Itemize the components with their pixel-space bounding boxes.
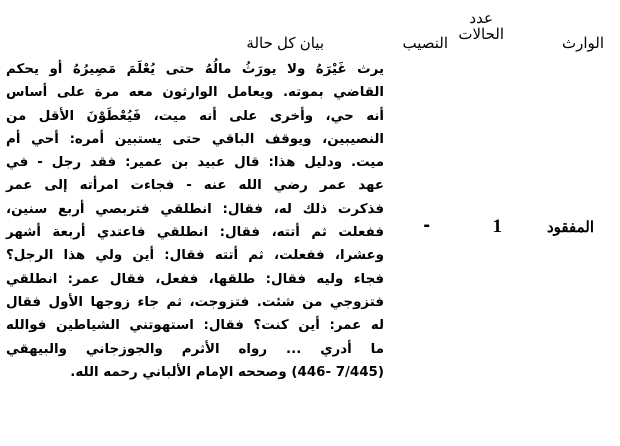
description-line: فجاء وليه فقال: طلقها، ففعل، فقال عمر: انطلقي (6, 271, 384, 287)
row-case-count: 1 (492, 216, 502, 237)
row-description (6, 58, 384, 384)
header-case-count-line2: الحالات (458, 26, 504, 43)
description-line: أنه حي، وأخرى على أنه ميت، فَيُعْطَوْنَ الأقل من (6, 108, 384, 124)
description-line: فتزوجي من شئت. فتزوجت، ثم جاء زوجها الأول فقال (6, 294, 384, 310)
description-line: القاضي بموته. ويعامل الوارثون معه مرة على أساس (6, 85, 384, 101)
description-line: له عمر: أين كنت؟ فقال: استهوتني الشياطين فوالله (6, 318, 384, 334)
header-heir: الوارث (561, 35, 604, 52)
description-line: وعشرا، ففعلت، ثم أتته فقال: أين ولي هذا الرجل؟ (6, 248, 384, 264)
header-case-count (458, 11, 504, 43)
row-share: - (423, 214, 430, 236)
description-line: ما أدري ... رواه الأثرم والجوزجاني والبيهقي (6, 341, 384, 357)
description-line: النصيبين، ويوقف الباقي حتى يستبين أمره: أحي أم (6, 131, 384, 147)
header-case-count-line1: عدد (469, 10, 493, 27)
description-line: عهد عمر رضي الله عنه - فجاءت امرأته إلى عمر (6, 178, 384, 194)
header-description: بيان كل حالة (246, 35, 324, 52)
description-line: ميت. ودليل هذا: قال عبيد بن عمير: فقد رجل - في (6, 155, 384, 171)
description-line: (7/445 -446) وصححه الإمام الألباني رحمه الله. (70, 364, 384, 380)
description-line: يرث غَيْرَهُ ولا يورَثُ مالُهُ حتى يُعْلَمَ مَصِيرُهُ أو يحكم (6, 62, 384, 77)
header-share: النصيب (402, 35, 448, 52)
description-line: ففعلت ثم أتته، فقال: انطلقي فاعتدي أربعة أشهر (6, 225, 384, 241)
row-heir: المفقود (546, 219, 594, 236)
description-line: فذكرت ذلك له، فقال: انطلقي فتربصي أربع سنين، (6, 201, 384, 217)
